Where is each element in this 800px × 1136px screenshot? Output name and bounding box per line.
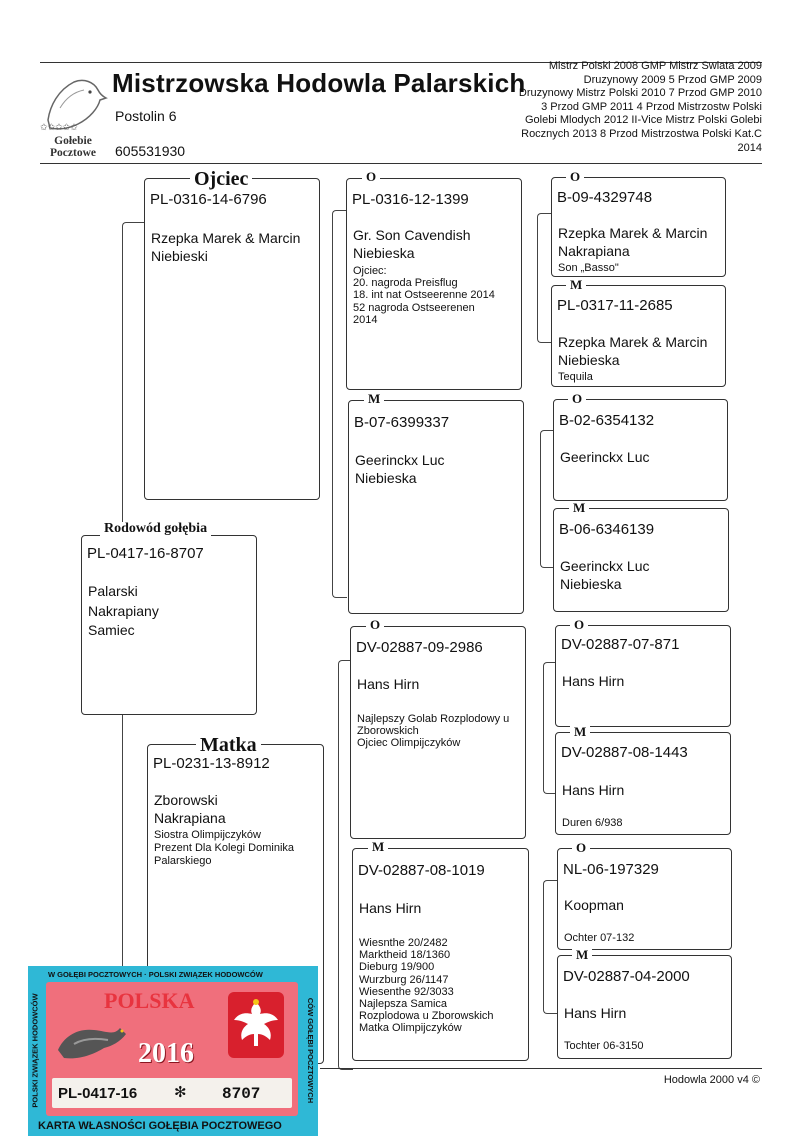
mff-sex-label: O <box>570 618 588 632</box>
fmf-ring: B-02-6354132 <box>559 412 655 429</box>
ffm-owner <box>558 333 707 369</box>
achievement-line: Mistrz Polski 2008 GMP Mistrz Swiata 2009 <box>548 60 762 72</box>
sticker-bottom-text: KARTA WŁASNOŚCI GOŁĘBIA POCZTOWEGO <box>38 1120 282 1132</box>
father-label: Ojciec <box>190 169 252 189</box>
pigeon-detail-line: Samiec <box>88 622 135 638</box>
mf-note-line: Najlepszy Golab Rozplodowy u <box>357 713 510 725</box>
mfm-note-line: Duren 6/938 <box>562 817 623 829</box>
ffm-ring: PL-0317-11-2685 <box>557 297 673 314</box>
pigeon-details <box>88 582 159 641</box>
fm-owner <box>355 451 444 487</box>
mmm-owner <box>564 1004 626 1022</box>
ff-owner-line: Niebieska <box>353 245 415 261</box>
fff-notes <box>558 262 619 274</box>
mmm-owner-line: Hans Hirn <box>564 1005 627 1021</box>
mother-owner-line: Nakrapiana <box>154 810 226 826</box>
achievement-line: 3 Przod GMP 2011 4 Przod Mistrzostw Polski <box>541 100 762 113</box>
ff-owner <box>353 226 471 262</box>
connector-ff <box>537 213 552 343</box>
breeder-phone: 605531930 <box>115 143 186 159</box>
white-eagle-emblem-icon <box>226 990 286 1060</box>
fmm-owner-line: Niebieska <box>560 576 622 592</box>
ffm-notes <box>558 371 593 383</box>
mother-ring: PL-0231-13-8912 <box>153 755 270 772</box>
ffm-owner-line: Rzepka Marek & Marcin <box>558 334 708 350</box>
mother-note-line: Palarskiego <box>154 855 212 867</box>
mmf-notes <box>564 932 634 944</box>
fff-ring: B-09-4329748 <box>557 189 653 206</box>
ff-note-line: Ojciec: <box>353 265 387 277</box>
sticker-ring-number: 8707 <box>222 1085 261 1103</box>
fmf-sex-label: O <box>568 392 586 406</box>
ownership-card-sticker <box>28 966 318 1136</box>
mfm-owner <box>562 781 624 799</box>
mmm-note-line: Tochter 06-3150 <box>564 1040 644 1052</box>
sticker-ring-prefix: PL-0417-16 <box>58 1085 138 1102</box>
mmm-sex-label: M <box>572 948 592 962</box>
ff-card <box>346 178 522 390</box>
sticker-country: POLSKA <box>104 988 195 1013</box>
achievement-line: Druzynowy Mistrz Polski 2010 7 Przod GMP 2010 <box>518 87 762 100</box>
mm-note-line: Wiesnthe 20/2482 <box>359 937 448 949</box>
svg-text:✩✩✩✩✩: ✩✩✩✩✩ <box>40 123 78 133</box>
ffm-sex-label: M <box>566 278 586 292</box>
father-owner-line: Rzepka Marek & Marcin <box>151 230 301 246</box>
achievement-line: Druzynowy 2009 5 Przod GMP 2009 <box>583 73 762 86</box>
fmm-owner <box>560 557 649 593</box>
mm-note-line: Rozplodowa u Zborowskich <box>359 1010 494 1023</box>
mmf-sex-label: O <box>572 841 590 855</box>
mother-owner-line: Zborowski <box>154 792 218 808</box>
fmf-owner <box>560 448 649 466</box>
mff-card <box>555 625 731 727</box>
fmm-owner-line: Geerinckx Luc <box>560 558 650 574</box>
mmf-owner <box>564 896 624 914</box>
mmf-card <box>557 848 732 950</box>
mf-ring: DV-02887-09-2986 <box>356 639 483 656</box>
achievement-line: Golebi Mlodych 2012 II-Vice Mistrz Polski Golebi <box>524 114 762 127</box>
breeder-address: Postolin 6 <box>115 108 177 124</box>
mm-owner-line: Hans Hirn <box>359 900 422 916</box>
fff-owner-line: Rzepka Marek & Marcin <box>558 225 708 241</box>
ff-sex-label: O <box>362 170 380 184</box>
mmm-ring: DV-02887-04-2000 <box>563 968 690 985</box>
mf-owner-line: Hans Hirn <box>357 676 420 692</box>
ffm-card <box>551 285 726 387</box>
fmf-card <box>553 399 728 501</box>
mf-owner <box>357 675 419 693</box>
pigeon-photo-icon <box>54 1020 134 1066</box>
mm-note-line: Wiesenthe 92/3033 <box>359 985 454 998</box>
pigeon-detail-line: Palarski <box>88 583 138 599</box>
mm-note-line: Dieburg 19/900 <box>359 961 435 974</box>
ff-note-line: 20. nagroda Preisflug <box>353 277 458 290</box>
mother-notes <box>154 829 294 868</box>
father-owner-line: Niebieski <box>151 248 208 264</box>
fmm-card <box>553 508 729 612</box>
software-footer: Hodowla 2000 v4 © <box>663 1074 760 1086</box>
fm-owner-line: Geerinckx Luc <box>355 452 445 468</box>
sticker-top-text: W GOŁĘBI POCZTOWYCH · POLSKI ZWIĄZEK HODOWCÓW <box>48 970 263 979</box>
mf-notes <box>357 713 509 750</box>
mm-note-line: Najlepsza Samica <box>359 998 448 1011</box>
ff-note-line: 18. int nat Ostseerenne 2014 <box>353 289 495 302</box>
fm-owner-line: Niebieska <box>355 470 417 486</box>
mfm-owner-line: Hans Hirn <box>562 782 625 798</box>
mmm-notes <box>564 1040 644 1052</box>
fmf-owner-line: Geerinckx Luc <box>560 449 650 465</box>
mfm-notes <box>562 817 623 829</box>
father-owner <box>151 229 300 265</box>
fff-owner <box>558 224 707 260</box>
father-card <box>144 178 320 500</box>
fff-owner-line: Nakrapiana <box>558 243 630 259</box>
connector-mm <box>543 880 558 1014</box>
mm-ring: DV-02887-08-1019 <box>358 862 485 879</box>
mfm-sex-label: M <box>570 725 590 739</box>
mm-note-line: Marktheid 18/1360 <box>359 949 451 962</box>
mf-sex-label: O <box>366 618 384 632</box>
sticker-star-icon: ✻ <box>174 1084 187 1101</box>
mf-note-line: Zborowskich <box>357 725 419 738</box>
father-ring: PL-0316-14-6796 <box>150 191 267 208</box>
mm-card <box>352 848 529 1061</box>
mmf-owner-line: Koopman <box>564 897 624 913</box>
ff-ring: PL-0316-12-1399 <box>352 191 469 208</box>
mf-note-line: Ojciec Olimpijczyków <box>357 737 461 750</box>
mfm-ring: DV-02887-08-1443 <box>561 744 688 761</box>
connector-father <box>332 210 347 598</box>
pigeon-detail-line: Nakrapiany <box>88 602 159 619</box>
achievement-line: 2014 <box>737 141 762 154</box>
mff-owner <box>562 672 624 690</box>
mm-sex-label: M <box>368 840 388 854</box>
mmm-card <box>557 955 732 1059</box>
achievements-list <box>462 60 762 155</box>
mmf-note-line: Ochter 07-132 <box>564 932 635 944</box>
pigeon-ring: PL-0417-16-8707 <box>87 545 204 562</box>
ff-note-line: 52 nagroda Ostseerenen <box>353 301 475 314</box>
header-bottom-rule <box>40 163 762 164</box>
mm-owner <box>359 899 421 917</box>
fff-sex-label: O <box>566 170 584 184</box>
mmf-ring: NL-06-197329 <box>563 861 659 878</box>
ff-notes <box>353 265 495 326</box>
ffm-owner-line: Niebieska <box>558 352 620 368</box>
sticker-year: 2016 <box>138 1038 194 1069</box>
logo-caption <box>38 135 108 159</box>
logo-text-line-2: Pocztowe <box>50 147 96 159</box>
fmm-ring: B-06-6346139 <box>559 521 655 538</box>
fm-sex-label: M <box>364 392 384 406</box>
mm-note-line: Wurzburg 26/1147 <box>359 973 449 986</box>
mother-label: Matka <box>196 735 261 755</box>
footer-rule <box>320 1068 762 1069</box>
mf-card <box>350 626 526 839</box>
ffm-note-line: Tequila <box>558 371 593 383</box>
mff-ring: DV-02887-07-871 <box>561 636 680 653</box>
ff-owner-line: Gr. Son Cavendish <box>353 227 471 243</box>
achievement-line: Rocznych 2013 8 Przod Mistrzostwa Polski Kat.C <box>521 127 762 140</box>
mm-notes <box>359 937 494 1035</box>
pedigree-label: Rodowód gołębia <box>100 522 211 536</box>
mother-owner <box>154 791 226 827</box>
mff-owner-line: Hans Hirn <box>562 673 625 689</box>
sticker-left-text: POLSKI ZWIĄZEK HODOWCÓW <box>30 993 40 1108</box>
ff-note-line: 2014 <box>353 313 378 326</box>
pigeon-card <box>81 535 257 715</box>
fm-card <box>348 400 524 614</box>
sticker-right-text: CÓW GOŁĘBI POCZTOWYCH <box>306 997 316 1104</box>
page-title: Mistrzowska Hodowla Palarskich <box>112 68 526 98</box>
sticker-panel <box>46 982 298 1116</box>
mfm-card <box>555 732 731 835</box>
fff-card <box>551 177 726 277</box>
fm-ring: B-07-6399337 <box>354 414 450 431</box>
mother-note-line: Prezent Dla Kolegi Dominika <box>154 842 295 854</box>
logo-text-line-1: Gołebie <box>54 135 92 147</box>
mm-note-line: Matka Olimpijczyków <box>359 1022 462 1035</box>
fmm-sex-label: M <box>569 501 589 515</box>
mother-note-line: Siostra Olimpijczyków <box>154 829 261 841</box>
sticker-ring-box <box>52 1078 292 1108</box>
fff-note-line: Son „Basso" <box>558 262 619 274</box>
